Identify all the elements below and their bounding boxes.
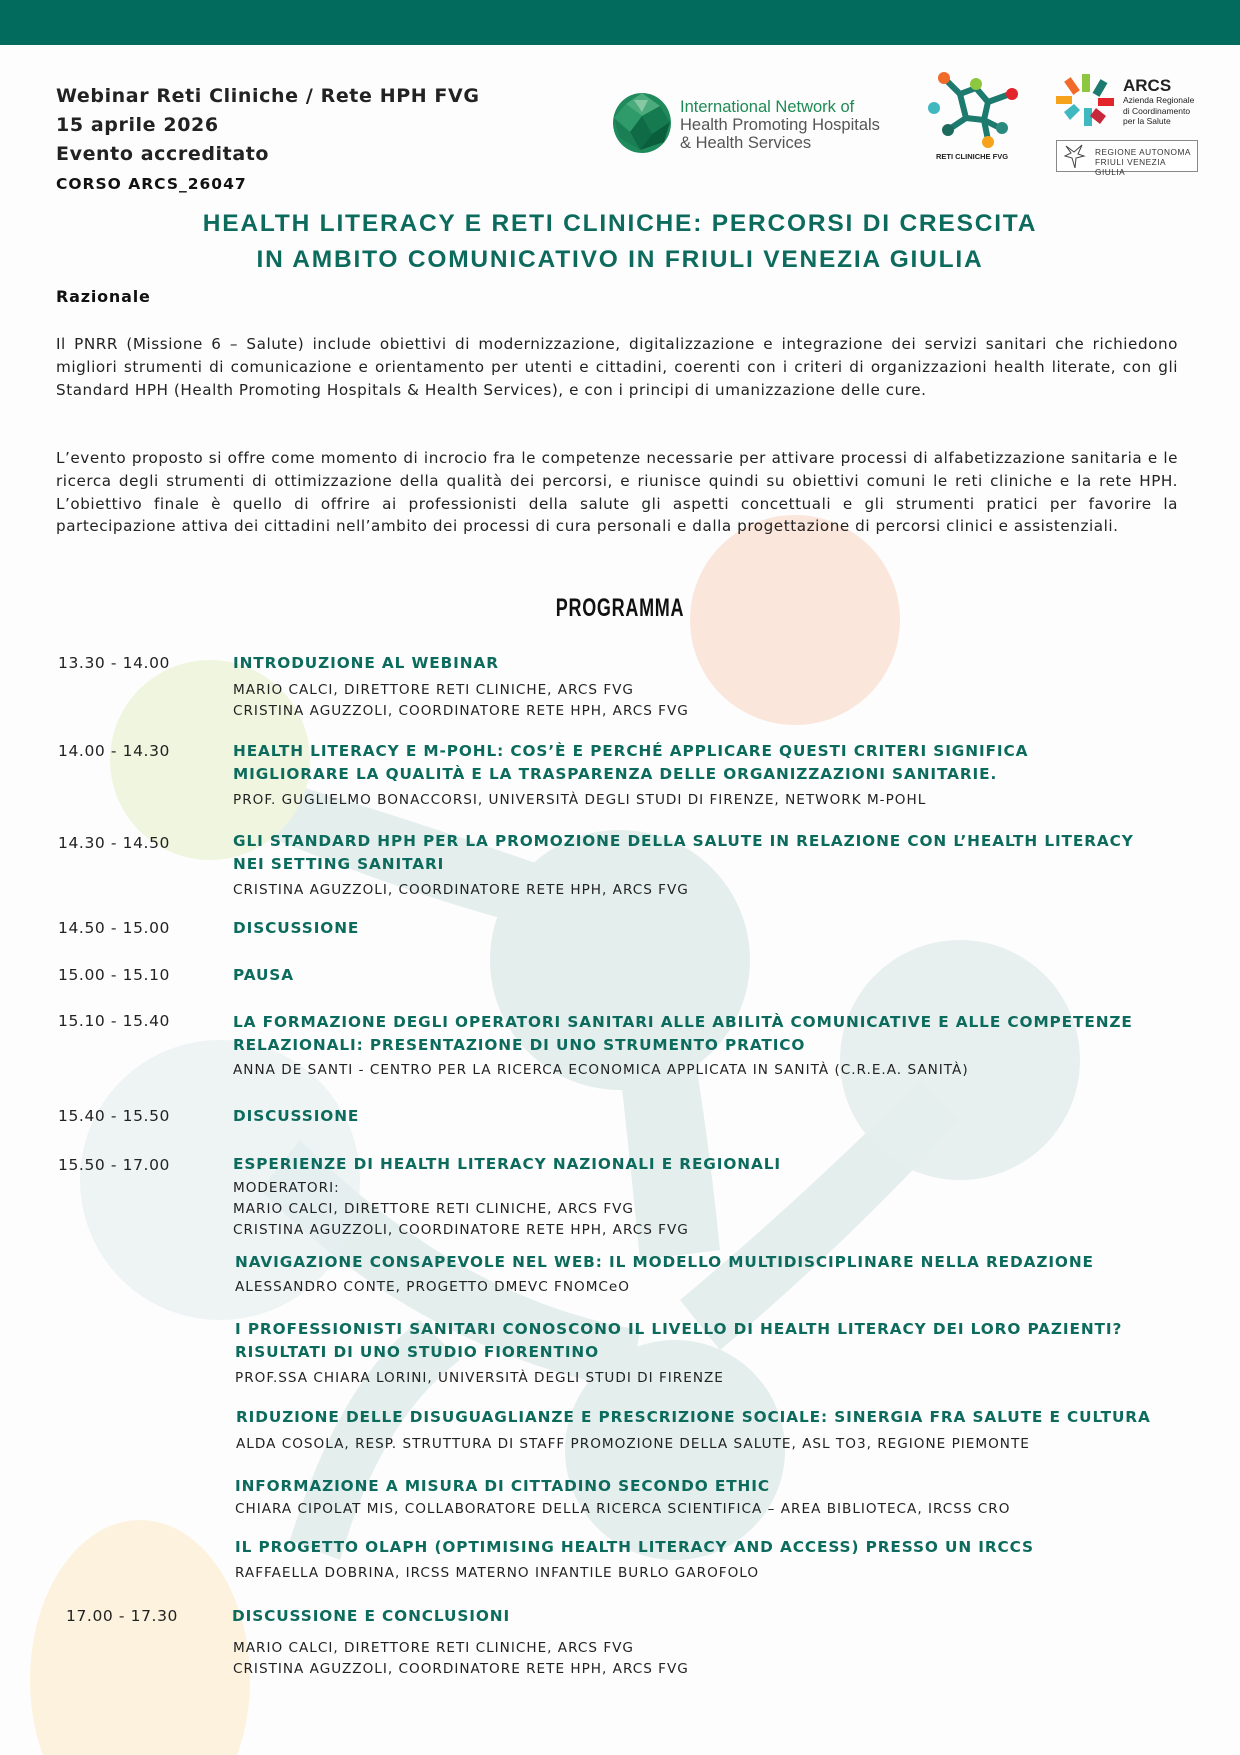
session-title: I PROFESSIONISTI SANITARI CONOSCONO IL LIVELLO DI HEALTH LITERACY DEI LORO PAZIENTI? (235, 1320, 1123, 1338)
time-slot: 17.00 - 17.30 (66, 1607, 178, 1625)
speaker: ALESSANDRO CONTE, PROGETTO DMEVC FNOMCeO (235, 1279, 630, 1295)
session-title: DISCUSSIONE E CONCLUSIONI (232, 1607, 511, 1625)
event-series: Webinar Reti Cliniche / Rete HPH FVG (56, 85, 480, 107)
session-title: RISULTATI DI UNO STUDIO FIORENTINO (235, 1343, 600, 1361)
session-title: PAUSA (233, 966, 294, 984)
session-title: RELAZIONALI: PRESENTAZIONE DI UNO STRUMENTO PRATICO (233, 1036, 806, 1054)
hph-logo-line-3: & Health Services (680, 134, 812, 152)
session-title: ESPERIENZE DI HEALTH LITERACY NAZIONALI E REGIONALI (233, 1155, 781, 1173)
time-slot: 14.00 - 14.30 (58, 742, 170, 760)
arcs-subtitle-line-2: di Coordinamento (1123, 105, 1191, 116)
speaker: MARIO CALCI, DIRETTORE RETI CLINICHE, ARCS FVG (233, 1201, 634, 1217)
arcs-subtitle-line-1: Azienda Regionale (1123, 95, 1195, 105)
session-title: NAVIGAZIONE CONSAPEVOLE NEL WEB: IL MODELLO MULTIDISCIPLINARE NELLA REDAZIONE (235, 1253, 1094, 1271)
hph-network-logo (612, 92, 902, 162)
session-title: IL PROGETTO OLAPH (OPTIMISING HEALTH LITERACY AND ACCESS) PRESSO UN IRCCS (235, 1538, 1034, 1556)
session-title: NEI SETTING SANITARI (233, 855, 445, 873)
event-date: 15 aprile 2026 (56, 114, 219, 136)
speaker: MARIO CALCI, DIRETTORE RETI CLINICHE, ARCS FVG (233, 1640, 634, 1656)
hph-logo-line-2: Health Promoting Hospitals (680, 116, 880, 134)
speaker: MARIO CALCI, DIRETTORE RETI CLINICHE, ARCS FVG (233, 682, 634, 698)
session-title: DISCUSSIONE (233, 919, 360, 937)
time-slot: 15.10 - 15.40 (58, 1012, 170, 1030)
razionale-heading: Razionale (56, 287, 151, 306)
speaker: RAFFAELLA DOBRINA, IRCSS MATERNO INFANTILE BURLO GAROFOLO (235, 1565, 760, 1581)
moderators-label: MODERATORI: (233, 1180, 340, 1196)
razionale-paragraph-2: L’evento proposto si offre come momento di incrocio fra le competenze necessarie per attivare processi di alfabetizzazione sanitaria e le ricerca degli strumenti di ottimizzazione della qualità dei percorsi, e riunisce quindi su obiettivi comuni le reti cliniche e la rete HPH. L’obiettivo finale è quello di offrire ai professionisti della salute gli aspetti concettuali e gli strumenti pratici per favorire la partecipazione attiva dei cittadini nell’ambito dei processi di cura personali e dalla progettazione di percorsi clinici e assistenziali. (56, 449, 1178, 536)
hph-globe-icon (612, 92, 672, 154)
session-title: HEALTH LITERACY E M-POHL: COS’È E PERCHÉ APPLICARE QUESTI CRITERI SIGNIFICA (233, 742, 1029, 760)
speaker: PROF.SSA CHIARA LORINI, UNIVERSITÀ DEGLI STUDI DI FIRENZE (235, 1370, 724, 1386)
fvg-line-2: FRIULI VENEZIA GIULIA (1095, 157, 1166, 177)
time-slot: 15.40 - 15.50 (58, 1107, 170, 1125)
speaker: CRISTINA AGUZZOLI, COORDINATORE RETE HPH, ARCS FVG (233, 1222, 689, 1238)
molecule-network-icon (926, 72, 1018, 152)
speaker: PROF. GUGLIELMO BONACCORSI, UNIVERSITÀ DEGLI STUDI DI FIRENZE, NETWORK M-POHL (233, 792, 927, 808)
arcs-arrows-icon (1054, 74, 1116, 128)
regione-fvg-logo (1056, 140, 1198, 177)
arcs-title: ARCS (1123, 76, 1172, 95)
speaker: ALDA COSOLA, RESP. STRUTTURA DI STAFF PROMOZIONE DELLA SALUTE, ASL TO3, REGIONE PIEMONTE (236, 1436, 1030, 1452)
arcs-logo (1054, 74, 1199, 177)
fvg-line-1: REGIONE AUTONOMA (1095, 147, 1191, 157)
session-title: GLI STANDARD HPH PER LA PROMOZIONE DELLA SALUTE IN RELAZIONE CON L’HEALTH LITERACY (233, 832, 1134, 850)
time-slot: 14.30 - 14.50 (58, 834, 170, 852)
programma-heading: PROGRAMMA (555, 594, 685, 622)
session-title: MIGLIORARE LA QUALITÀ E LA TRASPARENZA DELLE ORGANIZZAZIONI SANITARIE. (233, 765, 998, 783)
time-slot: 15.50 - 17.00 (58, 1156, 170, 1174)
session-title: LA FORMAZIONE DEGLI OPERATORI SANITARI ALLE ABILITÀ COMUNICATIVE E ALLE COMPETENZE (233, 1013, 1133, 1031)
eagle-emblem-icon (1062, 142, 1088, 170)
session-title: RIDUZIONE DELLE DISUGUAGLIANZE E PRESCRIZIONE SOCIALE: SINERGIA FRA SALUTE E CULTURA (236, 1408, 1151, 1426)
page-title-line-2: IN AMBITO COMUNICATIVO IN FRIULI VENEZIA GIULIA (256, 246, 984, 273)
accreditation-label: Evento accreditato (56, 143, 270, 165)
time-slot: 14.50 - 15.00 (58, 919, 170, 937)
reti-cliniche-logo (926, 72, 1018, 168)
speaker: ANNA DE SANTI - CENTRO PER LA RICERCA ECONOMICA APPLICATA IN SANITÀ (C.R.E.A. SANITÀ) (233, 1062, 969, 1078)
page-title-line-1: HEALTH LITERACY E RETI CLINICHE: PERCORSI DI CRESCITA (202, 210, 1038, 237)
speaker: CRISTINA AGUZZOLI, COORDINATORE RETE HPH, ARCS FVG (233, 882, 689, 898)
reti-cliniche-caption: RETI CLINICHE FVG (935, 152, 1009, 161)
time-slot: 13.30 - 14.00 (58, 654, 170, 672)
course-code: CORSO ARCS_26047 (56, 175, 247, 193)
razionale-paragraph-1: Il PNRR (Missione 6 – Salute) include obiettivi di modernizzazione, digitalizzazione e integrazione dei servizi sanitari che richiedono migliori strumenti di comunicazione e orientamento per utenti e cittadini, coerenti con i criteri di organizzazioni health literate, con gli Standard HPH (Health Promoting Hospitals & Health Services), e con i principi di umanizzazione delle cure. (56, 335, 1178, 399)
session-title: INTRODUZIONE AL WEBINAR (233, 654, 499, 672)
speaker: CRISTINA AGUZZOLI, COORDINATORE RETE HPH, ARCS FVG (233, 1661, 689, 1677)
arcs-subtitle-line-3: per la Salute (1123, 116, 1171, 126)
time-slot: 15.00 - 15.10 (58, 966, 170, 984)
hph-logo-line-1: International Network of (680, 98, 855, 116)
arcs-subtitle (1123, 95, 1194, 127)
speaker: CHIARA CIPOLAT MIS, COLLABORATORE DELLA RICERCA SCIENTIFICA – AREA BIBLIOTECA, IRCSS CRO (235, 1501, 1011, 1517)
session-title: DISCUSSIONE (233, 1107, 360, 1125)
speaker: CRISTINA AGUZZOLI, COORDINATORE RETE HPH, ARCS FVG (233, 703, 689, 719)
session-title: INFORMAZIONE A MISURA DI CITTADINO SECONDO ETHIC (235, 1477, 770, 1495)
